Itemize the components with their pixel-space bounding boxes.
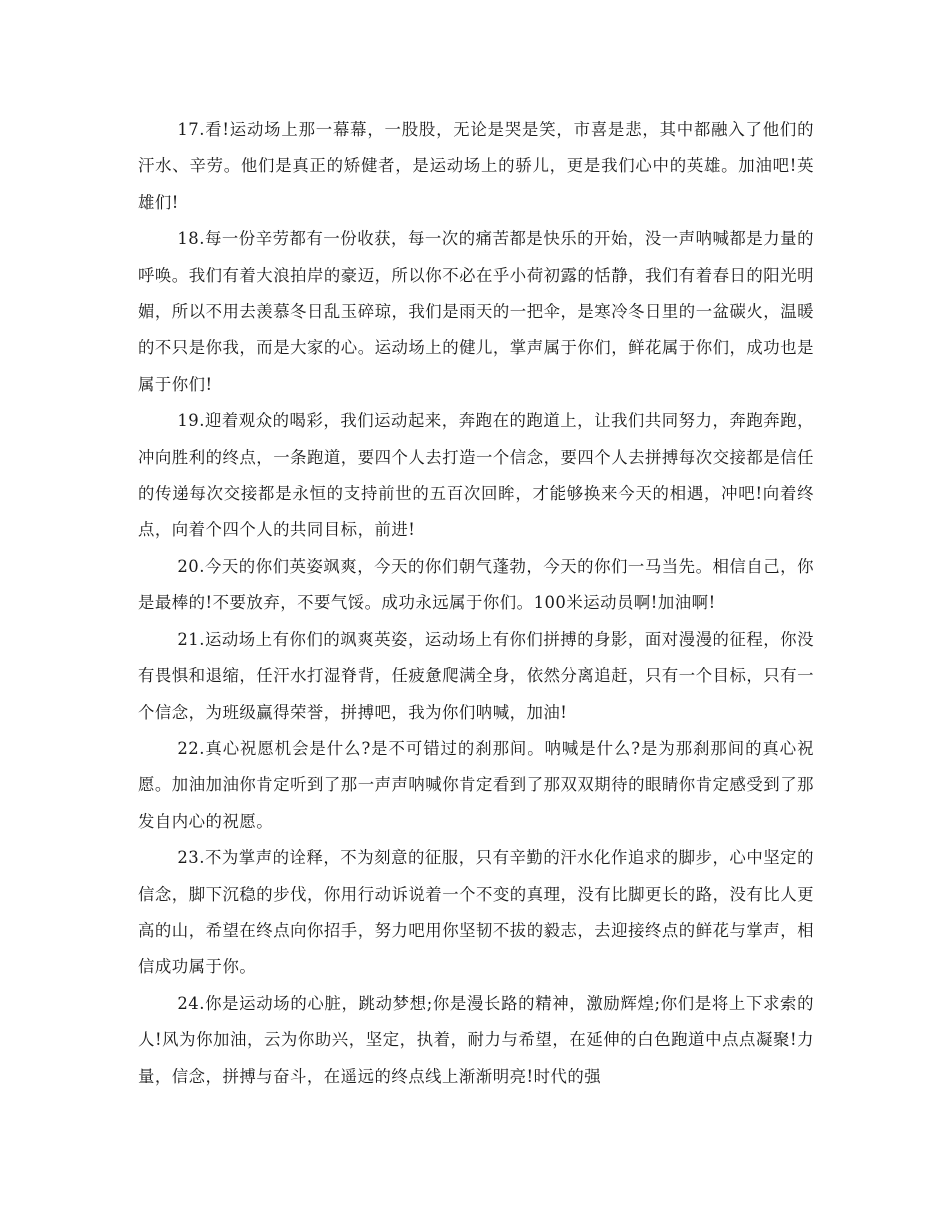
paragraph-20: 20.今天的你们英姿飒爽，今天的你们朝气蓬勃，今天的你们一马当先。相信自己，你是最棒的!不要放弃，不要气馁。成功永远属于你们。100米运动员啊!加油啊!	[138, 556, 814, 613]
paragraph-18: 18.每一份辛劳都有一份收获，每一次的痛苦都是快乐的开始，没一声呐喊都是力量的呼唤。我们有着大浪拍岸的豪迈，所以你不必在乎小荷初露的恬静，我们有着春日的阳光明媚，所以不用去羡慕冬日乱玉碎琼，我们是雨天的一把伞，是寒冷冬日里的一盆碳火，温暖的不只是你我，而是大家的心。运动场上的健儿，掌声属于你们，鲜花属于你们，成功也是属于你们!	[138, 229, 814, 394]
paragraph-17: 17.看!运动场上那一幕幕，一股股，无论是哭是笑，市喜是悲，其中都融入了他们的汗水、辛劳。他们是真正的矫健者，是运动场上的骄儿，更是我们心中的英雄。加油吧!英雄们!	[138, 120, 814, 212]
paragraph-21: 21.运动场上有你们的飒爽英姿，运动场上有你们拼搏的身影，面对漫漫的征程，你没有畏惧和退缩，任汗水打湿脊背，任疲惫爬满全身，依然分离追赶，只有一个目标，只有一个信念，为班级赢得荣誉，拼搏吧，我为你们呐喊，加油!	[138, 629, 814, 722]
paragraph-24: 24.你是运动场的心脏，跳动梦想;你是漫长路的精神，激励辉煌;你们是将上下求索的人!风为你加油，云为你助兴，坚定，执着，耐力与希望，在延伸的白色跑道中点点凝聚!力量，信念，拼搏与奋斗，在遥远的终点线上渐渐明亮!时代的强	[138, 993, 814, 1086]
document-body	[138, 112, 814, 1095]
paragraph-22: 22.真心祝愿机会是什么?是不可错过的刹那间。呐喊是什么?是为那刹那间的真心祝愿。加油加油你肯定听到了那一声声呐喊你肯定看到了那双双期待的眼睛你肯定感受到了那发自内心的祝愿。	[138, 738, 814, 831]
paragraph-19: 19.迎着观众的喝彩，我们运动起来，奔跑在的跑道上，让我们共同努力，奔跑奔跑，冲向胜利的终点，一条跑道，要四个人去打造一个信念，要四个人去拼搏每次交接都是信任的传递每次交接都是永恒的支持前世的五百次回眸，才能够换来今天的相遇，冲吧!向着终点，向着个四个人的共同目标，前进!	[138, 411, 814, 540]
paragraph-23: 23.不为掌声的诠释，不为刻意的征服，只有辛勤的汗水化作追求的脚步，心中坚定的信念，脚下沉稳的步伐，你用行动诉说着一个不变的真理，没有比脚更长的路，没有比人更高的山，希望在终点向你招手，努力吧用你坚韧不拔的毅志，去迎接终点的鲜花与掌声，相信成功属于你。	[138, 848, 814, 977]
